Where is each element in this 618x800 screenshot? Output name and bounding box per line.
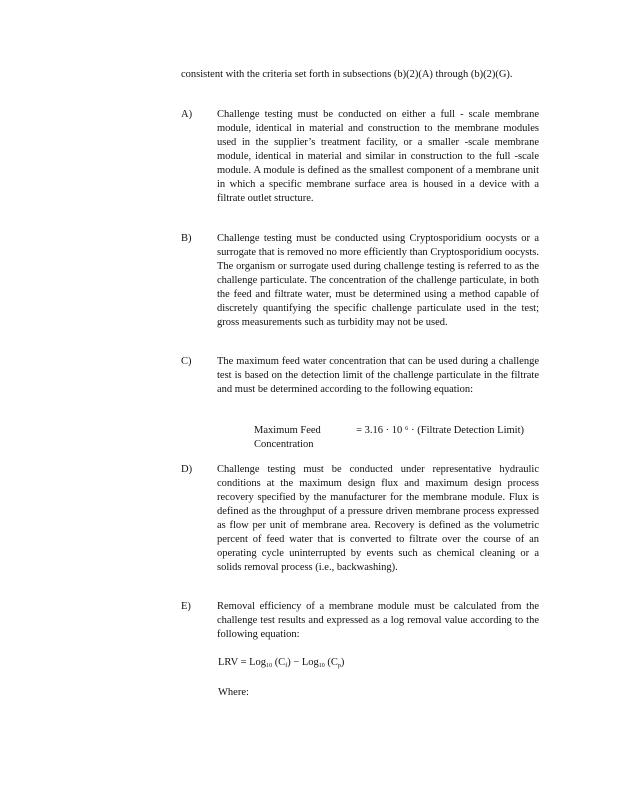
log-base-2: 10 (318, 663, 325, 669)
lrv-arg2: (C (327, 657, 338, 668)
lrv-arg1: (C (274, 657, 286, 668)
item-letter: C) (181, 356, 192, 367)
where-label: Where: (218, 687, 249, 698)
equation-lhs-line2: Concentration (254, 439, 314, 450)
list-item-a (181, 108, 541, 222)
log-base-1: 10 (266, 663, 273, 669)
item-letter: E) (181, 601, 191, 612)
item-text: Removal efficiency of a membrane module must be calculated from the challenge test results and expressed as a log removal value according to the following equation: (217, 601, 539, 640)
item-letter: D) (181, 464, 193, 475)
equation-lhs: Maximum Feed (254, 425, 321, 436)
item-text: Challenge testing must be conducted on either a full - scale membrane module, identical in material and construction to the membrane modules used in the supplier’s treatment facility, or a smaller -scale membrane module, identical in material and similar in construction to the full -scale module. A module is defined as the smallest component of a membrane unit in which a specific membrane surface area is housed in a device with a filtrate outlet structure. (217, 109, 539, 204)
lrv-end: ) (340, 657, 345, 668)
item-text: The maximum feed water concentration that can be used during a challenge test is based on the detection limit of the challenge particulate in the filtrate and must be determined according to the following equation: (217, 356, 539, 395)
lrv-lhs: LRV = Log (218, 657, 267, 668)
item-letter: B) (181, 233, 192, 244)
equation-rhs: = 3.16 · 10 ⁶ · (Filtrate Detection Limit) (356, 425, 524, 436)
subscript-p: p (337, 663, 341, 669)
list-item-b (181, 232, 541, 346)
list-item-e (181, 600, 541, 646)
lrv-equation (218, 656, 344, 673)
list-item-d (181, 463, 541, 591)
intro-paragraph: consistent with the criteria set forth in subsections (b)(2)(A) through (b)(2)(G). (181, 69, 513, 80)
subscript-f: f (285, 663, 288, 669)
item-letter: A) (181, 109, 193, 120)
max-feed-equation (254, 424, 524, 452)
lrv-mid: ) − Log (287, 657, 319, 668)
list-item-c (181, 355, 541, 415)
item-text: Challenge testing must be conducted using Cryptosporidium oocysts or a surrogate that is removed no more efficiently than Cryptosporidium oocysts. The organism or surrogate used during challenge testing is referred to as the challenge particulate. The concentration of the challenge particulate, in both the feed and filtrate water, must be determined using a method capable of discretely quantifying the specific challenge particulate used in the test; gross measurements such as turbidity may not be used. (217, 233, 539, 328)
item-text: Challenge testing must be conducted under representative hydraulic conditions at the maximum design flux and maximum design process recovery specified by the manufacturer for the membrane module. Flux is defined as the throughput of a pressure driven membrane process expressed as flow per unit of membrane area. Recovery is defined as the volumetric percent of feed water that is converted to filtrate over the course of an operating cycle uninterrupted by events such as chemical cleaning or a solids removal process (i.e., backwashing). (217, 464, 539, 573)
